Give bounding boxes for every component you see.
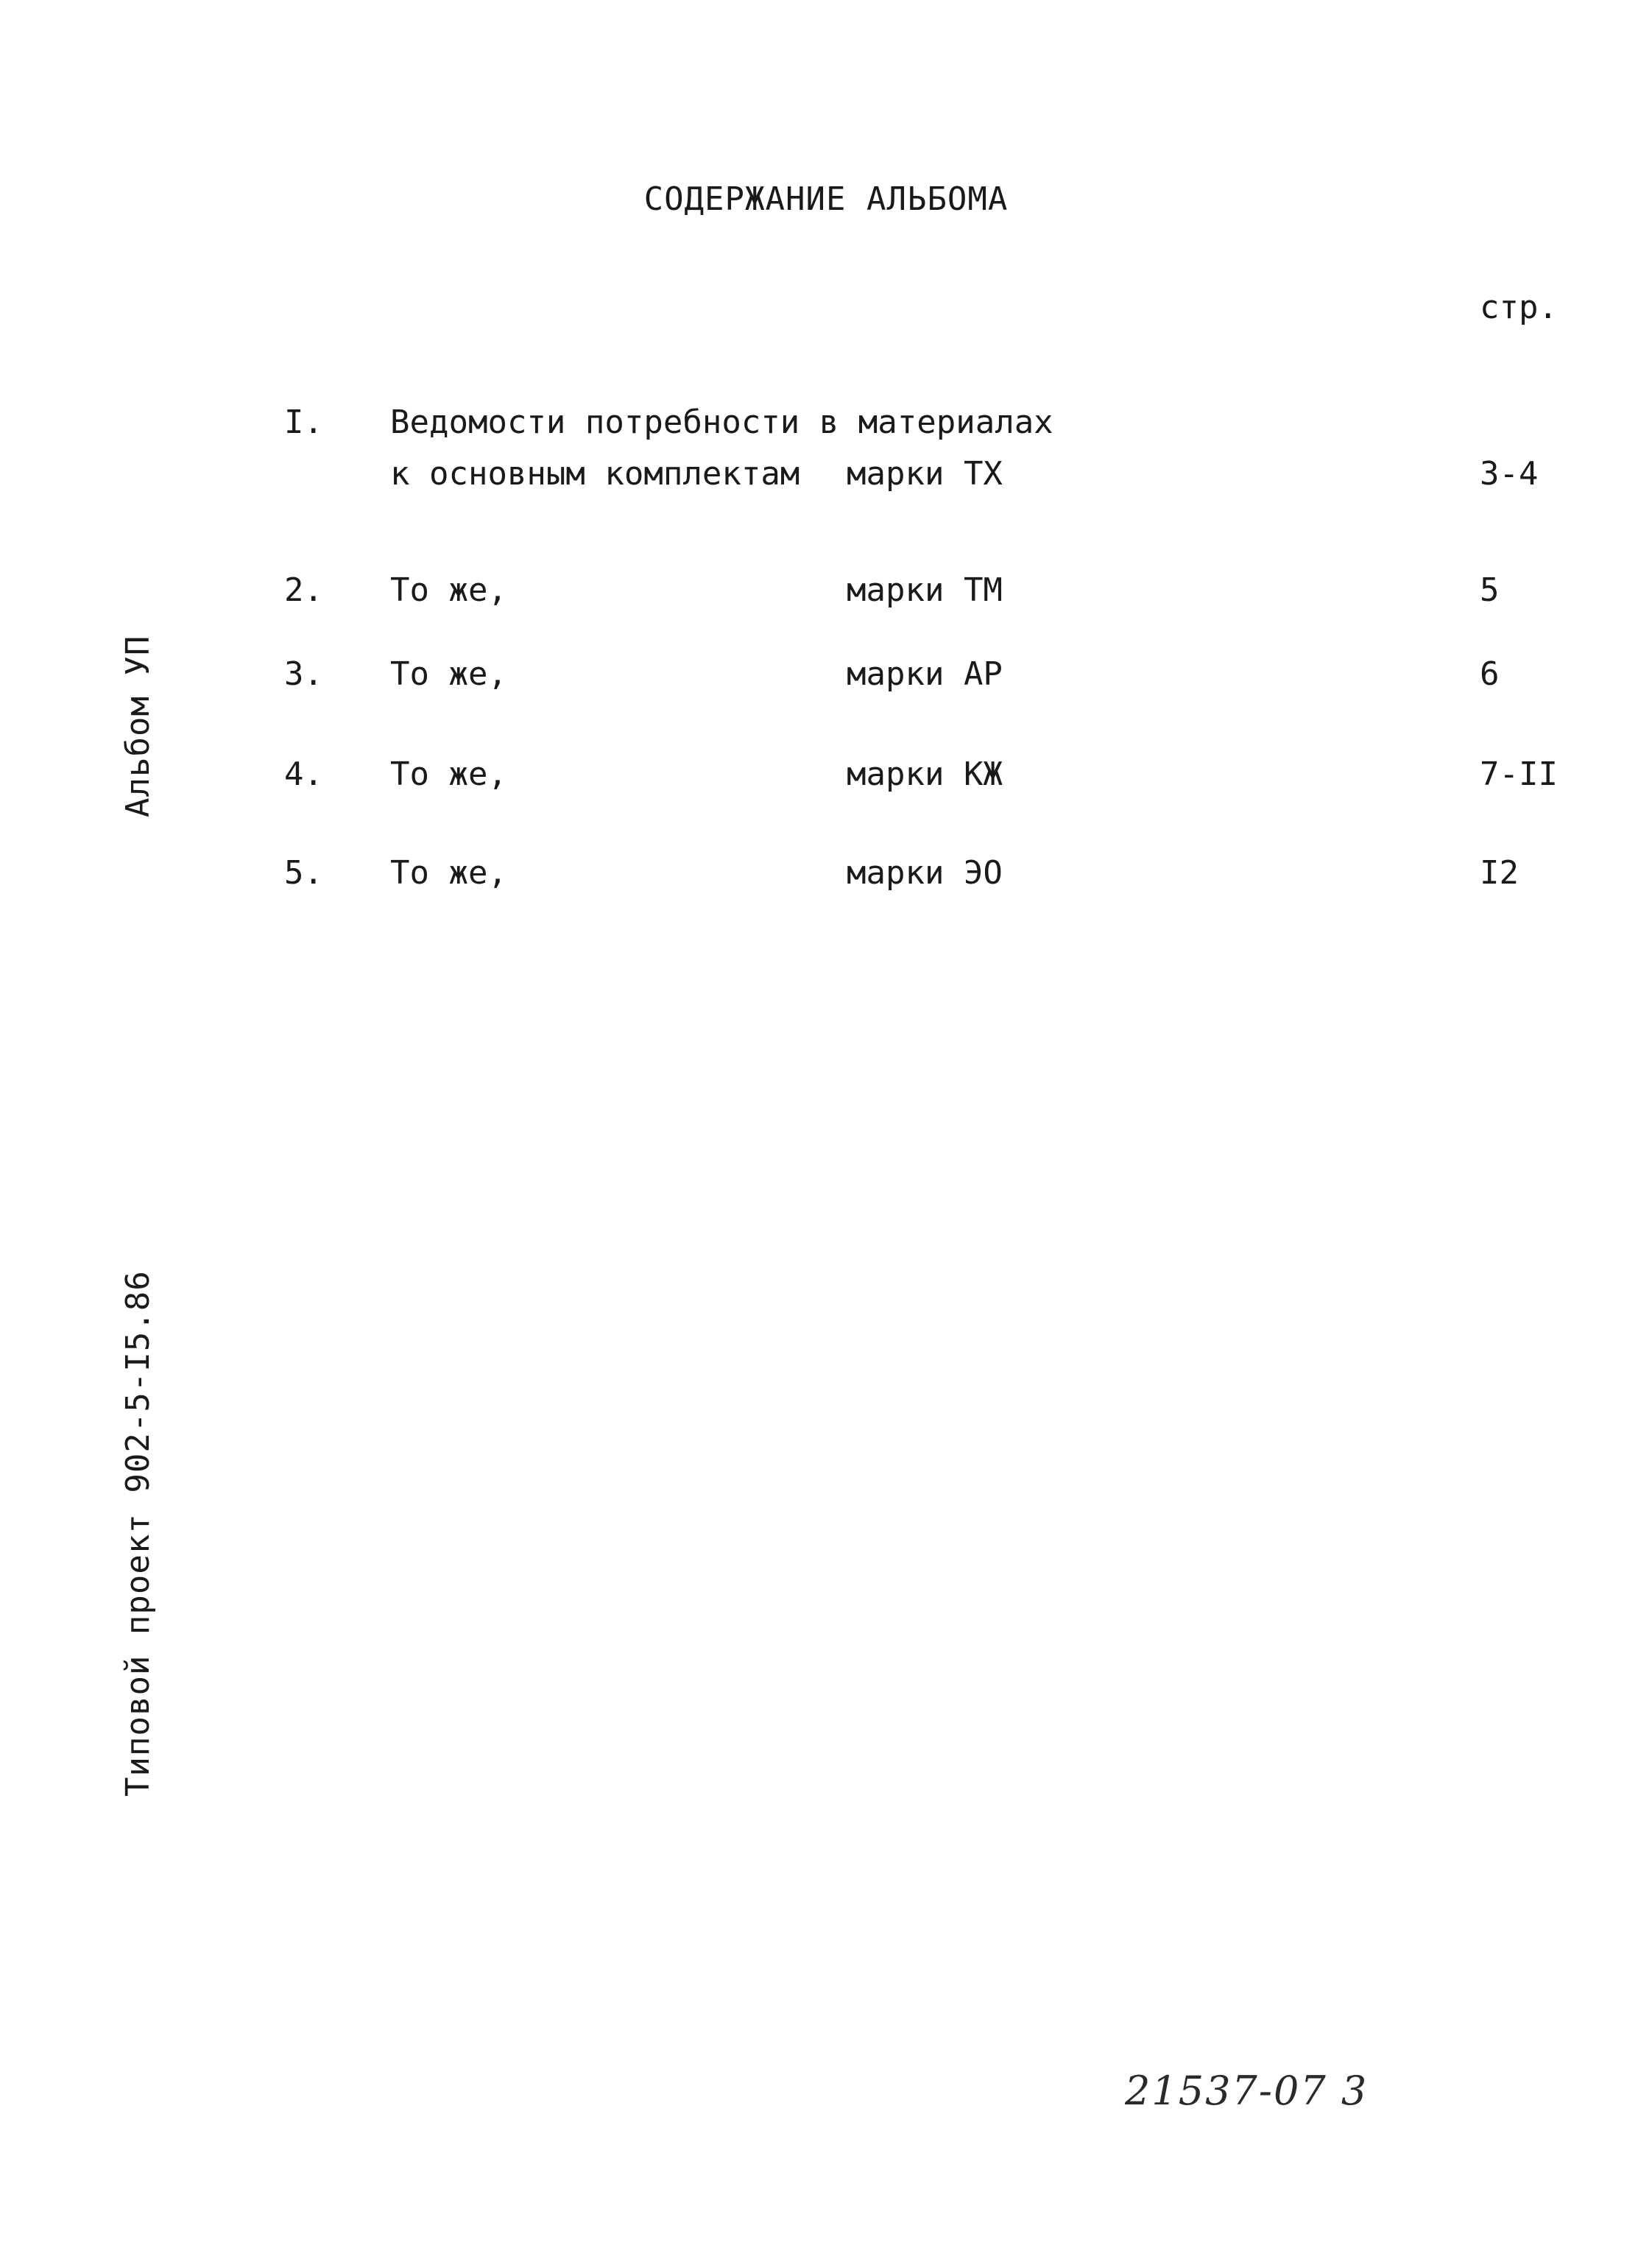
toc-item [0, 571, 1652, 660]
toc-item-number: I. [284, 404, 323, 441]
toc-item-continuation [0, 455, 1652, 543]
toc-item-number: 4. [284, 755, 323, 793]
toc-item [0, 854, 1652, 942]
toc-item-text-line2: к основным комплектам [390, 455, 800, 493]
toc-item-mark: марки ЭО [847, 854, 1003, 892]
toc-item-pages: 6 [1480, 655, 1500, 693]
toc-item [0, 655, 1652, 744]
toc-item-text [390, 404, 1053, 441]
toc-item-text-line1: Ведомости потребности в материалах [390, 404, 1053, 441]
document-title: СОДЕРЖАНИЕ АЛЬБОМА [643, 180, 1009, 218]
side-project-label: Типовой проект 902-5-I5.86 [119, 1270, 157, 1797]
side-album-label: Альбом УП [119, 635, 157, 817]
toc-item-text: То же, [390, 655, 507, 693]
toc-item [0, 755, 1652, 844]
page-column-header: стр. [1480, 289, 1558, 326]
toc-item-number: 2. [284, 571, 323, 609]
toc-item-text: То же, [390, 571, 507, 609]
toc-item-pages: 5 [1480, 571, 1500, 609]
toc-item-pages: 3-4 [1480, 455, 1539, 493]
toc-item-text: То же, [390, 755, 507, 793]
toc-item-mark: марки ТХ [847, 455, 1003, 493]
toc-item-number: 3. [284, 655, 323, 693]
toc-item-mark: марки КЖ [847, 755, 1003, 793]
toc-item-pages: I2 [1480, 854, 1519, 892]
toc-item-mark: марки ТМ [847, 571, 1003, 609]
toc-item-pages: 7-II [1480, 755, 1558, 793]
handwritten-sheet-number: 21537-07 3 [1125, 2068, 1369, 2114]
toc-item-text: То же, [390, 854, 507, 892]
toc-item-mark: марки АР [847, 655, 1003, 693]
toc-item-number: 5. [284, 854, 323, 892]
